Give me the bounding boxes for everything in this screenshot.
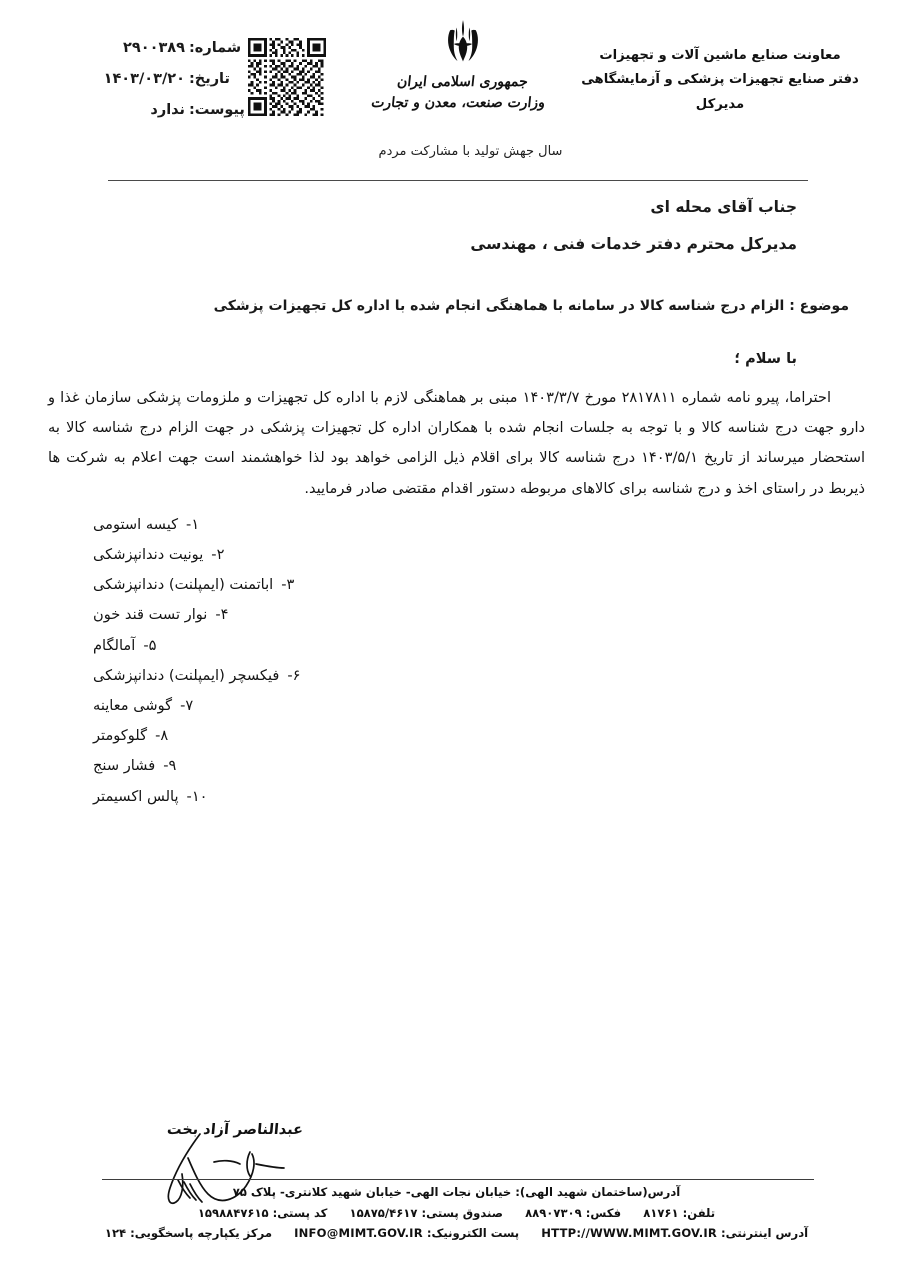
qr-code-icon [248, 38, 326, 116]
list-item-number: ۳- [281, 576, 295, 594]
date-label: تاریخ: [189, 71, 230, 87]
pobox-value: ۱۵۸۷۵/۴۶۱۷ [349, 1205, 418, 1220]
address-label: آدرس(ساختمان شهید الهی): [515, 1185, 681, 1199]
required-items-list [48, 510, 865, 812]
letter-body [0, 196, 913, 812]
list-item-label: اباتمنت (ایمپلنت) دندانپزشکی [93, 576, 274, 594]
attachment-value: ندارد [150, 102, 185, 118]
callcenter-label: مرکز یکپارچه پاسخگویی: [130, 1226, 273, 1241]
list-item-number: ۴- [215, 606, 229, 624]
year-slogan-text: سال جهش تولید با مشارکت مردم [378, 144, 563, 159]
list-item-label: گلوکومتر [93, 727, 148, 745]
list-item [48, 600, 865, 630]
letter-header [0, 0, 913, 180]
addressee-block [48, 196, 797, 257]
list-item-label: آمالگام [93, 636, 136, 654]
list-item-label: پالس اکسیمتر [93, 787, 179, 805]
ministry-identity-block [370, 18, 546, 111]
letter-footer [0, 1182, 913, 1244]
list-item-label: نوار تست قند خون [93, 606, 208, 624]
main-paragraph-container [48, 383, 865, 504]
address-value: خیابان نجات الهی- خیابان شهید کلانتری- پلاک ۷۵ [232, 1185, 512, 1199]
list-item-number: ۷- [180, 696, 194, 714]
list-item [48, 570, 865, 600]
phone-label: تلفن: [682, 1205, 716, 1220]
list-item-number: ۵- [143, 636, 157, 654]
main-paragraph: احتراما، پیرو نامه شماره ۲۸۱۷۸۱۱ مورخ ۱۴۰۳/۳/۷ مبنی بر هماهنگی لازم با اداره کل تجهیزات و ملزومات پزشکی سازمان غذا و دارو جهت درج شناسه کالا و با توجه به جلسات انجام شده با همکاران اداره کل تجهیزات پزشکی در جهت الزام درج شناسه کالا به استحضار میرساند از تاریخ ۱۴۰۳/۵/۱ درج شناسه کالا برای اقلام ذیل الزامی خواهد بود لذا خواهشمند است جهت اعلام به شرکت ها ذیربط در راستای اخذ و درج شناسه برای کالاهای مربوطه دستور اقدام مقتضی صادر فرمایید. [48, 388, 866, 497]
salutation: با سلام ؛ [734, 350, 797, 367]
ministry-name: وزارت صنعت، معدن و تجارت [370, 95, 546, 111]
list-item [48, 510, 865, 540]
department-line-role: مدیرکل [695, 96, 745, 112]
postal-code-value: ۱۵۹۸۸۴۷۶۱۵ [197, 1205, 269, 1220]
number-label: شماره: [189, 40, 242, 56]
list-item-number: ۶- [287, 666, 301, 684]
meta-row-attachment [62, 102, 247, 118]
number-value: ۲۹۰۰۳۸۹ [123, 40, 185, 56]
callcenter-value: ۱۲۴ [104, 1226, 127, 1241]
department-line-office: دفتر صنایع تجهیزات پزشکی و آزمایشگاهی [581, 72, 859, 88]
email-label: پست الکترونیک: [426, 1226, 520, 1241]
list-item-number: ۱۰- [186, 787, 208, 805]
list-item-number: ۲- [211, 545, 225, 563]
footer-divider [102, 1179, 814, 1180]
signer-name: عبدالناصر آزاد بخت [166, 1122, 304, 1138]
footer-contact-line [0, 1203, 913, 1224]
list-item-label: کیسه استومی [93, 515, 179, 533]
footer-address-line [0, 1182, 913, 1203]
list-item-label: گوشی معاینه [93, 696, 173, 714]
subject-line: موضوع : الزام درج شناسه کالا در سامانه با هماهنگی انجام شده با اداره کل تجهیزات پزشکی [213, 297, 849, 314]
meta-row-number [62, 40, 247, 56]
fax-value: ۸۸۹۰۷۳۰۹ [525, 1205, 582, 1220]
email-value[interactable]: INFO@MIMT.GOV.IR [294, 1226, 423, 1241]
iran-emblem-icon [440, 18, 486, 70]
list-item [48, 721, 865, 751]
list-item [48, 540, 865, 570]
list-item-label: یونیت دندانپزشکی [93, 545, 204, 563]
fax-label: فکس: [585, 1205, 622, 1220]
country-name: جمهوری اسلامی ایران [396, 74, 529, 90]
footer-web-line [0, 1223, 913, 1244]
list-item-number: ۹- [163, 757, 177, 775]
list-item [48, 782, 865, 812]
postal-code-label: کد پستی: [272, 1205, 328, 1220]
list-item-number: ۱- [186, 515, 200, 533]
addressee-name: جناب آقای محله ای [650, 198, 797, 216]
list-item [48, 751, 865, 781]
list-item [48, 661, 865, 691]
phone-value: ۸۱۷۶۱ [643, 1205, 679, 1220]
year-slogan [0, 144, 913, 159]
list-item [48, 631, 865, 661]
department-line-deputy: معاونت صنایع ماشین آلات و تجهیزات [599, 48, 841, 63]
list-item-label: فیکسچر (ایمپلنت) دندانپزشکی [93, 666, 280, 684]
meta-row-date [62, 71, 247, 87]
signature-block [120, 1122, 350, 1138]
list-item-label: فشار سنج [93, 757, 156, 775]
list-item-number: ۸- [155, 727, 169, 745]
addressee-title: مدیرکل محترم دفتر خدمات فنی ، مهندسی [470, 235, 797, 254]
pobox-label: صندوق پستی: [421, 1205, 503, 1220]
header-divider [108, 180, 808, 181]
website-label: آدرس اینترنتی: [721, 1226, 809, 1241]
department-block [565, 44, 875, 117]
date-value: ۱۴۰۳/۰۳/۲۰ [103, 71, 185, 87]
attachment-label: پیوست: [189, 102, 245, 118]
list-item [48, 691, 865, 721]
website-value[interactable]: HTTP://WWW.MIMT.GOV.IR [541, 1226, 717, 1241]
letter-meta-block [62, 40, 247, 133]
